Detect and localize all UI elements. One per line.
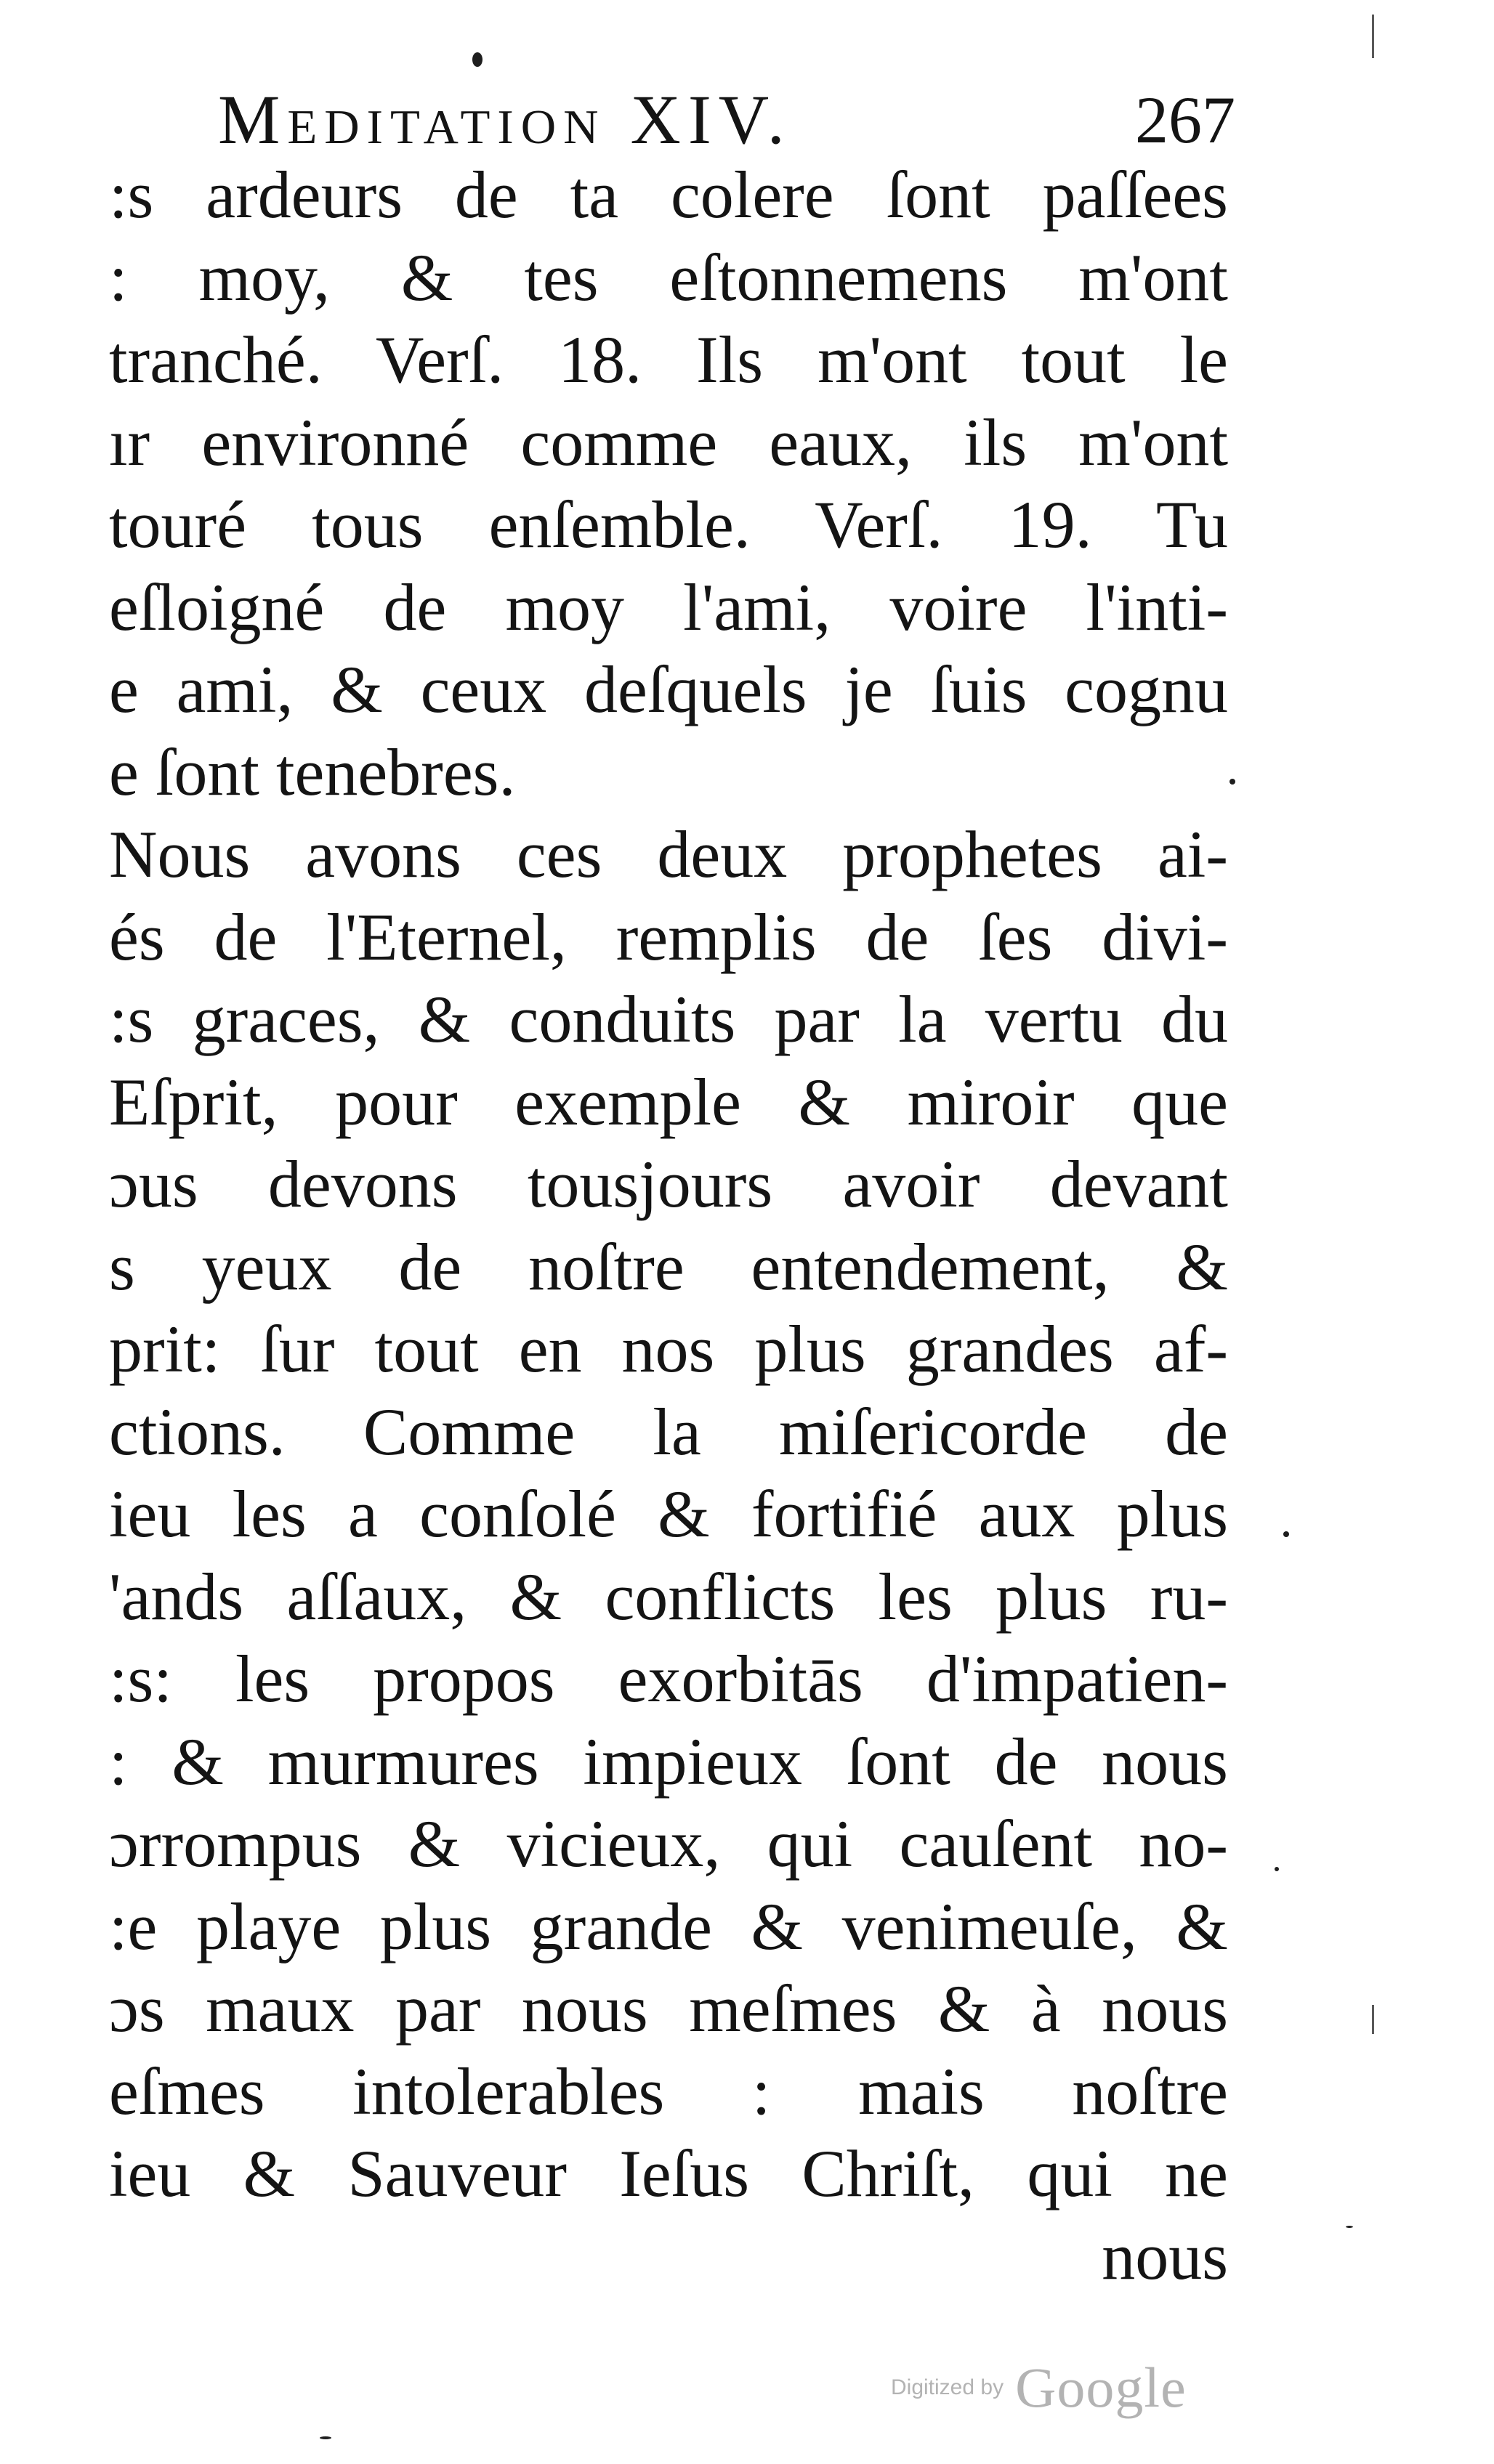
scan-artifact bbox=[320, 2436, 331, 2439]
text-line: prit: ſur tout en nos plus grandes af- bbox=[109, 1312, 1228, 1386]
digitized-watermark bbox=[891, 2348, 1211, 2428]
text-line: Eſprit, pour exemple & miroir que bbox=[109, 1064, 1228, 1139]
text-line: ctions. Comme la miſericorde de bbox=[109, 1394, 1228, 1469]
catchword: nous bbox=[1102, 2218, 1228, 2293]
text-line: tranché. Verſ. 18. Ils m'ont tout le bbox=[109, 323, 1228, 397]
text-line: ɔrrompus & vicieux, qui cauſent no- bbox=[109, 1807, 1228, 1881]
text-line: : moy, & tes eſtonnemens m'ont bbox=[109, 240, 1228, 315]
running-title: Meditation XIV. bbox=[218, 81, 792, 158]
text-line: ır environné comme eaux, ils m'ont bbox=[109, 405, 1228, 479]
scan-artifact bbox=[1283, 1531, 1289, 1537]
text-line: : & murmures impieux ſont de nous bbox=[109, 1724, 1228, 1799]
text-line: ɔs maux par nous meſmes & à nous bbox=[109, 1971, 1228, 2046]
text-line: touré tous enſemble. Verſ. 19. Tu bbox=[109, 487, 1228, 562]
page-number: 267 bbox=[1135, 83, 1235, 157]
text-line: 'ands aſſaux, & conflicts les plus ru- bbox=[109, 1559, 1228, 1634]
text-line: :s ardeurs de ta colere ſont paſſees bbox=[109, 158, 1228, 232]
text-line: :e playe plus grande & venimeuſe, & bbox=[109, 1889, 1228, 1963]
text-line: ieu & Sauveur Ieſus Chriſt, qui ne bbox=[109, 2136, 1228, 2210]
text-line: ɔus devons tousjours avoir devant bbox=[109, 1147, 1228, 1221]
text-line: és de l'Eternel, remplis de ſes divi- bbox=[109, 899, 1228, 974]
scan-artifact bbox=[1346, 2226, 1353, 2228]
body-text bbox=[109, 154, 1228, 2298]
scan-artifact bbox=[472, 52, 482, 67]
text-line: :s: les propos exorbitās d'impatien- bbox=[109, 1642, 1228, 1716]
google-logo: Google bbox=[1015, 2356, 1187, 2419]
scan-artifact bbox=[1229, 779, 1235, 785]
scan-artifact bbox=[1372, 15, 1374, 58]
text-line: e ami, & ceux deſquels je ſuis cognu bbox=[109, 652, 1228, 726]
text-line: eſloigné de moy l'ami, voire l'inti- bbox=[109, 570, 1228, 644]
scan-artifact bbox=[1372, 2005, 1374, 2034]
page-header bbox=[218, 73, 1235, 167]
text-line: :s graces, & conduits par la vertu du bbox=[109, 982, 1228, 1056]
text-line: Nous avons ces deux prophetes ai- bbox=[109, 817, 1228, 891]
watermark-prefix: Digitized by bbox=[891, 2375, 1004, 2399]
text-line: eſmes intolerables : mais noſtre bbox=[109, 2054, 1228, 2128]
text-line: s yeux de noſtre entendement, & bbox=[109, 1229, 1228, 1304]
text-line: ieu les a conſolé & fortifié aux plus bbox=[109, 1477, 1228, 1551]
text-line: e ſont tenebres. bbox=[109, 734, 516, 809]
scan-artifact bbox=[1275, 1867, 1279, 1871]
